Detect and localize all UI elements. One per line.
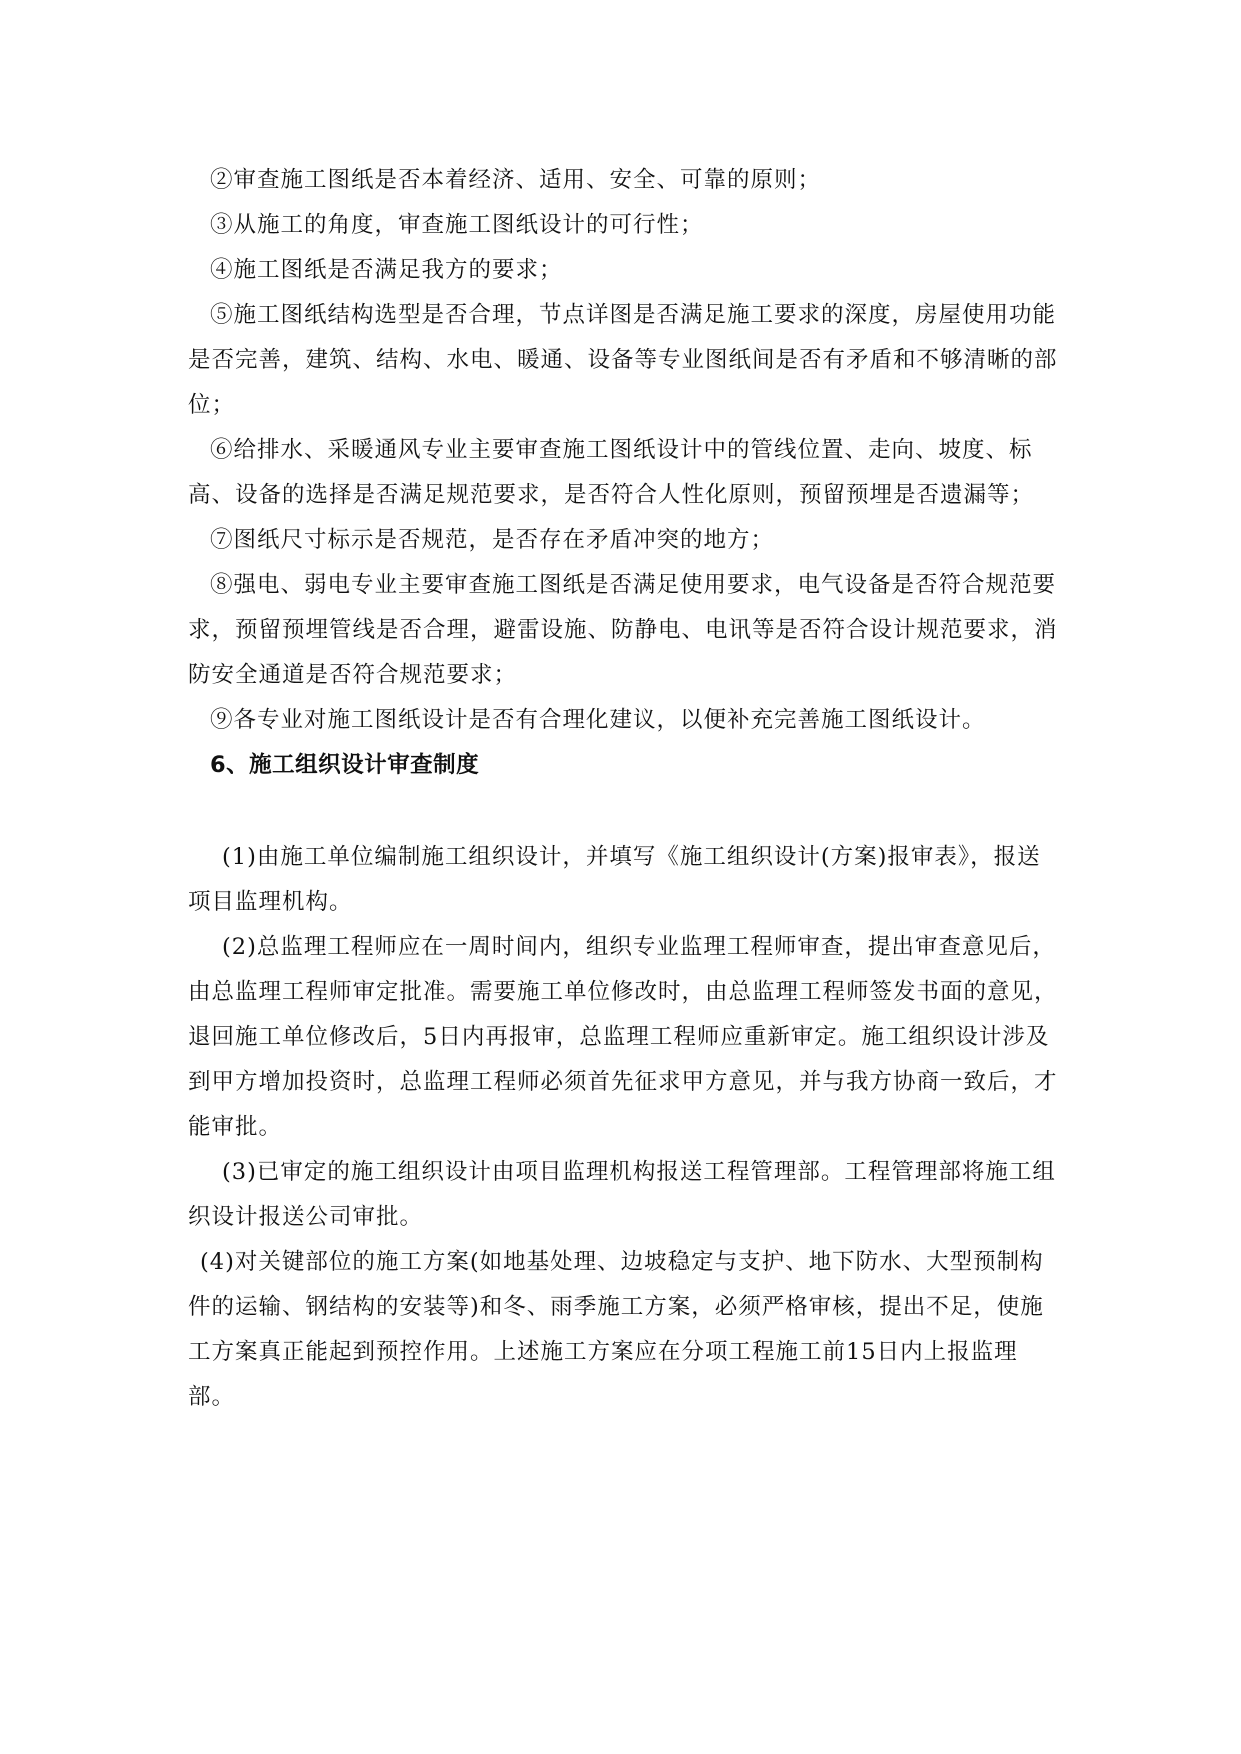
review-item-5: ⑤施工图纸结构选型是否合理，节点详图是否满足施工要求的深度，房屋使用功能是否完善，建筑、结构、水电、暖通、设备等专业图纸间是否有矛盾和不够清晰的部位； xyxy=(188,302,1058,418)
review-item-4: ④施工图纸是否满足我方的要求； xyxy=(210,257,563,283)
document-page xyxy=(188,158,1058,1420)
org-item-1: (1)由施工单位编制施工组织设计，并填写《施工组织设计(方案)报审表》，报送项目监理机构。 xyxy=(188,844,1041,915)
review-item-3: ③从施工的角度，审查施工图纸设计的可行性； xyxy=(210,212,704,238)
review-item-8: ⑧强电、弱电专业主要审查施工图纸是否满足使用要求，电气设备是否符合规范要求，预留预埋管线是否合理，避雷设施、防静电、电讯等是否符合设计规范要求，消防安全通道是否符合规范要求； xyxy=(188,572,1058,688)
org-item-2: (2)总监理工程师应在一周时间内，组织专业监理工程师审查，提出审查意见后，由总监理工程师审定批准。需要施工单位修改时，由总监理工程师签发书面的意见，退回施工单位修改后，5日内再报审，总监理工程师应重新审定。施工组织设计涉及到甲方增加投资时，总监理工程师必须首先征求甲方意见，并与我方协商一致后，才能审批。 xyxy=(188,934,1058,1140)
org-item-3: (3)已审定的施工组织设计由项目监理机构报送工程管理部。工程管理部将施工组织设计报送公司审批。 xyxy=(188,1159,1056,1230)
section-spacer xyxy=(188,788,1058,835)
review-item-2: ②审查施工图纸是否本着经济、适用、安全、可靠的原则； xyxy=(210,167,822,193)
org-item-4: (4)对关键部位的施工方案(如地基处理、边坡稳定与支护、地下防水、大型预制构件的运输、钢结构的安装等)和冬、雨季施工方案，必须严格审核，提出不足，使施工方案真正能起到预控作用。上述施工方案应在分项工程施工前15日内上报监理部。 xyxy=(188,1249,1044,1410)
review-item-6: ⑥给排水、采暖通风专业主要审查施工图纸设计中的管线位置、走向、坡度、标高、设备的选择是否满足规范要求，是否符合人性化原则，预留预埋是否遗漏等； xyxy=(188,437,1035,508)
review-item-9: ⑨各专业对施工图纸设计是否有合理化建议，以便补充完善施工图纸设计。 xyxy=(210,707,986,733)
review-item-7: ⑦图纸尺寸标示是否规范，是否存在矛盾冲突的地方； xyxy=(210,527,775,553)
section-heading: 6、施工组织设计审查制度 xyxy=(210,752,480,778)
